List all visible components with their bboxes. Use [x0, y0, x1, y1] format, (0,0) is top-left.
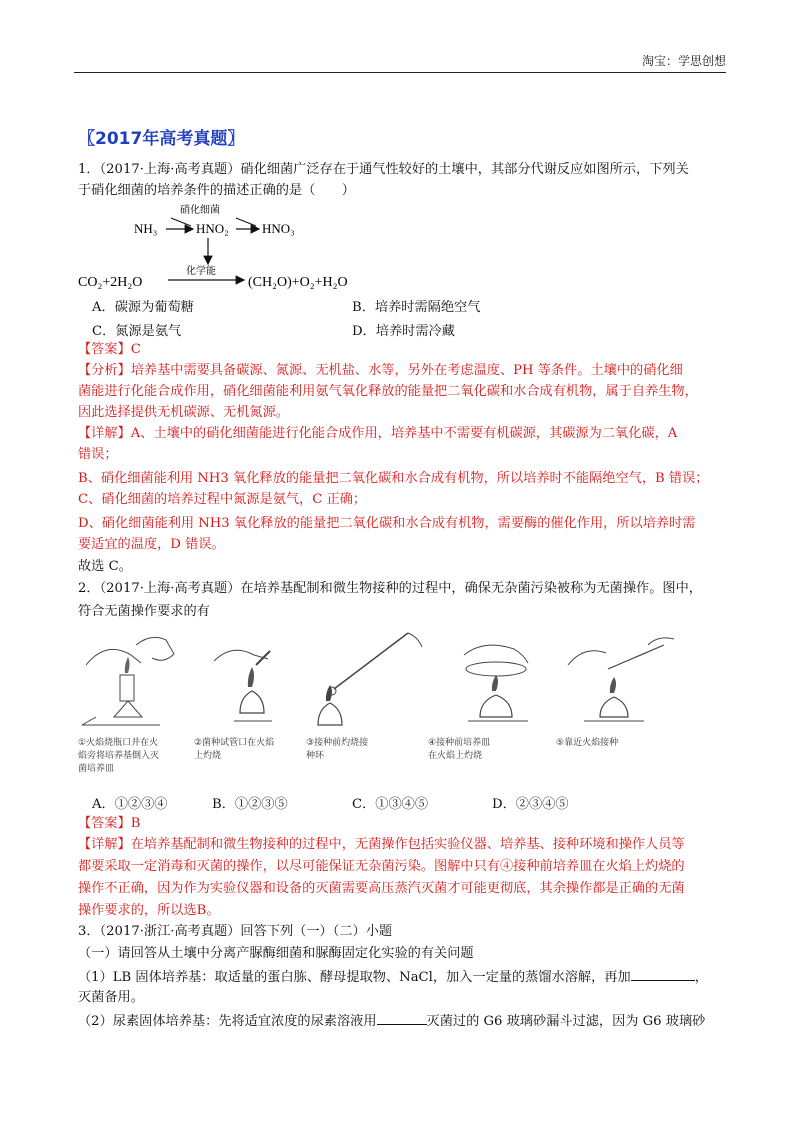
diagram-nh3: NH₃	[134, 221, 158, 236]
q1-stem-line1: 1．（2017·上海·高考真题）硝化细菌广泛存在于通气性较好的土壤中，其部分代谢反应如图所示，下列关	[78, 162, 689, 177]
section-title: 〖2017年高考真题〗	[78, 129, 245, 149]
diagram-left: CO₂+2H₂O	[78, 275, 143, 290]
q1-option-d: D．培养时需冷藏	[352, 324, 455, 339]
q1-detail-line7: 故选 C。	[78, 559, 132, 574]
diagram-right: (CH₂O)+O₂+H₂O	[248, 275, 348, 290]
q3-part1: （一）请回答从土壤中分离产脲酶细菌和脲酶固定化实验的有关问题	[78, 946, 474, 961]
q2-option-d: D．②③④⑤	[492, 797, 569, 812]
diagram-mid-label: 化学能	[186, 266, 216, 277]
q2-illustrations	[76, 625, 716, 785]
illustration-5	[554, 625, 684, 735]
q3-urea-line	[78, 1010, 705, 1032]
q3-blank-2[interactable]	[377, 1010, 427, 1025]
q2-detail-line4: 操作要求的，所以选B。	[78, 903, 220, 918]
header-brand: 淘宝：学思创想	[641, 54, 726, 68]
q3-lb-tail: ，	[694, 970, 708, 985]
caption-5	[556, 737, 618, 750]
q1-option-b: B．培养时需隔绝空气	[352, 300, 481, 315]
caption-5-line1: ⑤靠近火焰接种	[556, 738, 619, 748]
q2-detail-line2: 都要采取一定消毒和灭菌的操作，以尽可能保证无杂菌污染。图解中只有④接种前培养皿在火焰上灼烧的	[78, 859, 685, 874]
q1-detail-line1: 【详解】A、土壤中的硝化细菌能进行化能合成作用，培养基中不需要有机碳源，其碳源为二氧化碳，A	[78, 426, 678, 441]
q3-stem: 3．（2017·浙江·高考真题）回答下列（一）（二）小题	[78, 924, 393, 939]
q2-detail-line3: 操作不正确，因为作为实验仪器和设备的灭菌需要高压蒸汽灭菌才可能更彻底，其余操作都是正确的无菌	[78, 881, 685, 896]
caption-1-line2: 焰旁将培养基倒入灭	[78, 751, 160, 761]
q1-answer: 【答案】C	[78, 342, 141, 357]
q3-lb-line2: 灭菌备用。	[78, 990, 144, 1005]
caption-1-line3: 菌培养皿	[78, 764, 115, 774]
caption-4	[428, 737, 490, 763]
q1-option-a: A．碳源为葡萄糖	[92, 300, 194, 315]
q3-lb-line1	[78, 966, 708, 988]
q2-answer: 【答案】B	[78, 816, 141, 831]
q1-detail-line2: 错误；	[78, 447, 118, 462]
illustration-2	[204, 625, 314, 735]
diagram-hno2: HNO₂	[196, 221, 229, 236]
header-rule	[74, 72, 726, 73]
q3-urea-text: （2）尿素固体培养基：先将适宜浓度的尿素溶液用	[78, 1014, 377, 1029]
q3-lb-text: （1）LB 固体培养基：取适量的蛋白胨、酵母提取物、NaCl，加入一定量的蒸馏水溶解，再加	[78, 970, 631, 985]
caption-1	[78, 737, 159, 776]
arrow-feed-line-2	[236, 218, 256, 226]
q2-detail-line1: 【详解】在培养基配制和微生物接种的过程中，无菌操作包括实验仪器、培养基、接种环境和操作人员等	[78, 837, 685, 852]
q1-detail-line3: B、硝化细菌能利用 NH3 氧化释放的能量把二氧化碳和水合成有机物，所以培养时不能隔绝空气，B 错误；	[78, 471, 709, 486]
caption-2-line1: ②菌种试管口在火焰	[194, 738, 275, 748]
q1-analysis-line1: 【分析】培养基中需要具备碳源、氮源、无机盐、水等，另外在考虑温度、PH 等条件。土壤中的硝化细	[78, 363, 683, 378]
q3-urea-tail: 灭菌过的 G6 玻璃砂漏斗过滤，因为 G6 玻璃砂	[426, 1014, 706, 1029]
caption-2	[194, 737, 274, 763]
illustration-4	[444, 625, 564, 735]
caption-3-line2: 种环	[306, 751, 325, 761]
illustration-1	[76, 625, 196, 735]
caption-4-line1: ④接种前培养皿	[428, 738, 491, 748]
caption-3	[306, 737, 368, 763]
q2-option-b: B．①②③⑤	[212, 797, 288, 812]
caption-2-line2: 上灼烧	[194, 751, 222, 761]
arrow-feed-line	[171, 218, 191, 226]
diagram-hno3: HNO₃	[262, 221, 295, 236]
caption-4-line2: 在火焰上灼烧	[428, 751, 483, 761]
q1-reaction-diagram	[76, 200, 396, 292]
q1-detail-line6: 要适宜的温度，D 错误。	[78, 537, 225, 552]
q2-option-c: C．①③④⑤	[352, 797, 429, 812]
diagram-top-label: 硝化细菌	[180, 205, 220, 216]
q2-stem-line2: 符合无菌操作要求的有	[78, 604, 210, 619]
q1-analysis-line2: 菌能进行化能合成作用，硝化细菌能利用氨气氧化释放的能量把二氧化碳和水合成有机物，属于自养生物，	[78, 384, 698, 399]
caption-3-line1: ③接种前灼烧接	[306, 738, 369, 748]
illustration-3	[308, 625, 428, 735]
q1-detail-line4: C、硝化细菌的培养过程中氮源是氨气，C 正确；	[78, 492, 367, 507]
q2-option-a: A．①②③④	[92, 797, 168, 812]
q3-blank-1[interactable]	[631, 966, 695, 981]
caption-1-line1: ①火焰烧瓶口并在火	[78, 738, 159, 748]
q2-stem-line1: 2．（2017·上海·高考真题）在培养基配制和微生物接种的过程中，确保无杂菌污染被称为无菌操作。图中，	[78, 581, 702, 596]
q1-stem-line2: 于硝化细菌的培养条件的描述正确的是（ ）	[78, 183, 355, 198]
q1-detail-line5: D、硝化细菌能利用 NH3 氧化释放的能量把二氧化碳和水合成有机物，需要酶的催化作用，所以培养时需	[78, 516, 696, 531]
q1-analysis-line3: 因此选择提供无机碳源、无机氮源。	[78, 405, 289, 420]
q1-option-c: C．氮源是氨气	[92, 324, 182, 339]
